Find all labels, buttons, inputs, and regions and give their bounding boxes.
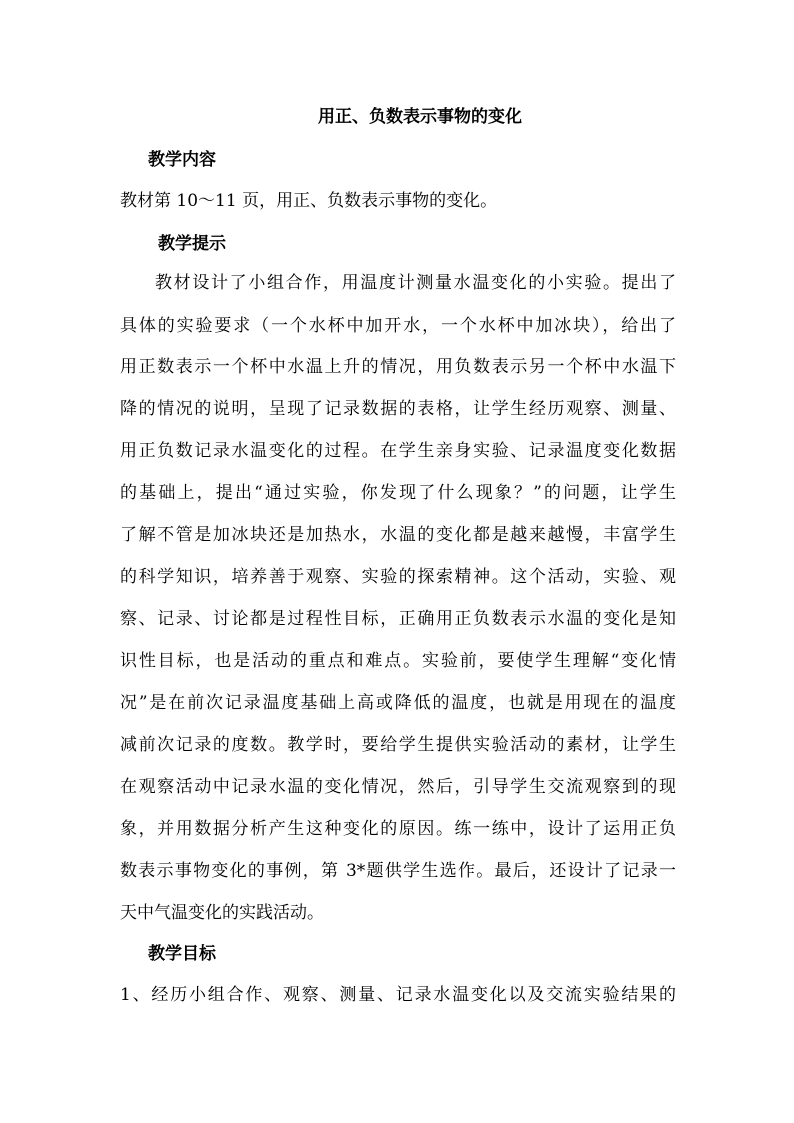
tips-line: 的基础上，提出“通过实验，你发现了什么现象？”的问题，让学生 <box>120 483 676 503</box>
tips-line: 天中气温变化的实践活动。 <box>120 903 324 923</box>
tips-line: 用正负数记录水温变化的过程。在学生亲身实验、记录温度变化数据 <box>120 441 676 461</box>
tips-line: 数表示事物变化的事例，第 3*题供学生选作。最后，还设计了记录一 <box>120 861 676 881</box>
tips-line: 了解不管是加冰块还是加热水，水温的变化都是越来越慢，丰富学生 <box>120 525 676 545</box>
tips-line: 减前次记录的度数。教学时，要给学生提供实验活动的素材，让学生 <box>120 735 676 755</box>
tips-line: 降的情况的说明，呈现了记录数据的表格，让学生经历观察、测量、 <box>120 399 676 419</box>
tips-line: 教材设计了小组合作，用温度计测量水温变化的小实验。提出了 <box>155 273 676 293</box>
tips-line: 况”是在前次记录温度基础上高或降低的温度，也就是用现在的温度 <box>120 693 676 713</box>
tips-line: 在观察活动中记录水温的变化情况，然后，引导学生交流观察到的现 <box>120 777 676 797</box>
document-title: 用正、负数表示事物的变化 <box>318 107 522 127</box>
heading-teaching-tips: 教学提示 <box>158 234 226 254</box>
heading-teaching-goals: 教学目标 <box>148 944 216 964</box>
teaching-content-text: 教材第 10～11 页，用正、负数表示事物的变化。 <box>120 191 498 211</box>
tips-line: 察、记录、讨论都是过程性目标，正确用正负数表示水温的变化是知 <box>120 609 676 629</box>
tips-line: 的科学知识，培养善于观察、实验的探索精神。这个活动，实验、观 <box>120 567 676 587</box>
goals-line: 1、经历小组合作、观察、测量、记录水温变化以及交流实验结果的 <box>120 985 676 1005</box>
tips-line: 用正数表示一个杯中水温上升的情况，用负数表示另一个杯中水温下 <box>120 357 676 377</box>
tips-line: 识性目标，也是活动的重点和难点。实验前，要使学生理解“变化情 <box>120 651 676 671</box>
tips-line: 象，并用数据分析产生这种变化的原因。练一练中，设计了运用正负 <box>120 819 676 839</box>
tips-line: 具体的实验要求（一个水杯中加开水，一个水杯中加冰块），给出了 <box>120 316 676 336</box>
heading-teaching-content: 教学内容 <box>148 150 216 170</box>
